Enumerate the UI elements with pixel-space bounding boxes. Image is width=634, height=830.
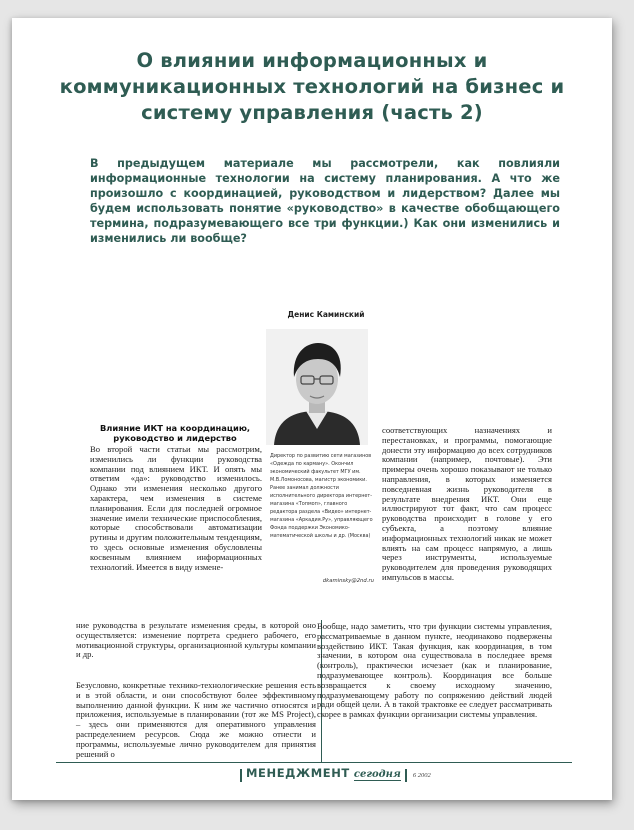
- magazine-footer: [240, 766, 431, 784]
- issue-number: 6 2002: [412, 772, 431, 779]
- author-portrait-icon: [266, 329, 368, 445]
- body-column-right-bottom: Вообще, надо заметить, что три функции системы управления, рассматриваемые в данном пункте, неодинаково подвержены воздействию ИКТ. Такая функция, как координация, в том значении, в котором она существовала в последнее время (контроль), практически исчезает (как и планирование, подразумевающее контроль). Координация все больше возвращается к своему исходному значению, подразумевающему работу по сопряжению действий людей ради общей цели. А в такой трактовке ее следует рассматривать скорее в рамках функции организации системы управления.: [317, 621, 552, 720]
- author-email: dkaminsky@2nd.ru: [322, 578, 374, 584]
- body-column-left-continued: ние руководства в результате изменения среды, в которой оно осуществляется: изменение портрета среднего рабочего, его мотивационной структуры, организационной культуры компании и др.: [76, 620, 316, 660]
- article-title: О влиянии информационных и коммуникационных технологий на бизнес и систему управления (часть 2): [59, 49, 565, 124]
- article-lead: В предыдущем материале мы рассмотрели, как повлияли информационные технологии на систему планирования. А что же произошло с координацией, руководством и лидерством? Далее мы будем использовать понятие «руководство» в качестве обобщающего термина, подразумевающего все три функции.) Как они изменились и изменились ли вообще?: [90, 157, 560, 245]
- magazine-name: МЕНЕДЖМЕНТ: [246, 766, 350, 780]
- section-heading: Влияние ИКТ на координацию, руководство и лидерство: [99, 423, 251, 443]
- author-bio: Директор по развитию сети магазинов «Одежда по карману». Окончил экономический факультет МГУ им. М.В.Ломоносова, магистр экономики. Ранее занимал должности исполнительного директора интернет-магазина «Топмоп», главного редактора раздела «Видео» интернет-магазина «Аркадия.Ру», управляющего Фонда поддержки Экономико-математической школы и др. (Москва): [270, 453, 373, 539]
- footer-bar-right: [405, 769, 407, 782]
- footer-bar: [240, 769, 242, 782]
- body-column-left-bottom: Безусловно, конкретные технико-технологические решения есть и в этой области, и они способствуют более эффективному выполнению данной функции. К ним же частично относятся и приложения, используемые в планировании (тот же MS Project), – здесь они применяются для оперативного управления распределением ресурсов. Сюда же можно отнести и программы, используемые лично руководителем для принятия решений о: [76, 680, 316, 759]
- magazine-page: [12, 18, 612, 800]
- body-column-left-top: Во второй части статьи мы рассмотрим, изменились ли функции руководства компании под влиянием ИКТ. И опять мы ответим «да»: руководство изменилось. Однако эти изменения несколько другого характера, чем изменения в системе планирования. Если для последней огромное значение имели технические приспособления, которые способствовали автоматизации рутины и другим положительным тенденциям, то здесь основные изменения обусловлены косвенным влиянием информационных технологий. Имеется в виду измене-: [90, 444, 262, 572]
- magazine-name-suffix: сегодня: [353, 769, 401, 780]
- author-name: Денис Каминский: [287, 310, 365, 319]
- body-column-right-top: соответствующих назначениях и перестановках, и программы, помогающие донести эту информацию до всех сотрудников компании (например, почтовые). Эти примеры очень хорошо показывают не только направления, в которых изменяется повседневная жизнь руководителя в результате внедрения ИКТ. Они еще иллюстрируют тот факт, что сам процесс руководства происходит в голове у его субъекта, а поэтому влияние информационных технологий никак не может влиять на сам процесс напрямую, а лишь через инструменты, используемые руководителем для проведения руководящих импульсов в массы.: [382, 425, 552, 582]
- footer-rule: [56, 762, 572, 763]
